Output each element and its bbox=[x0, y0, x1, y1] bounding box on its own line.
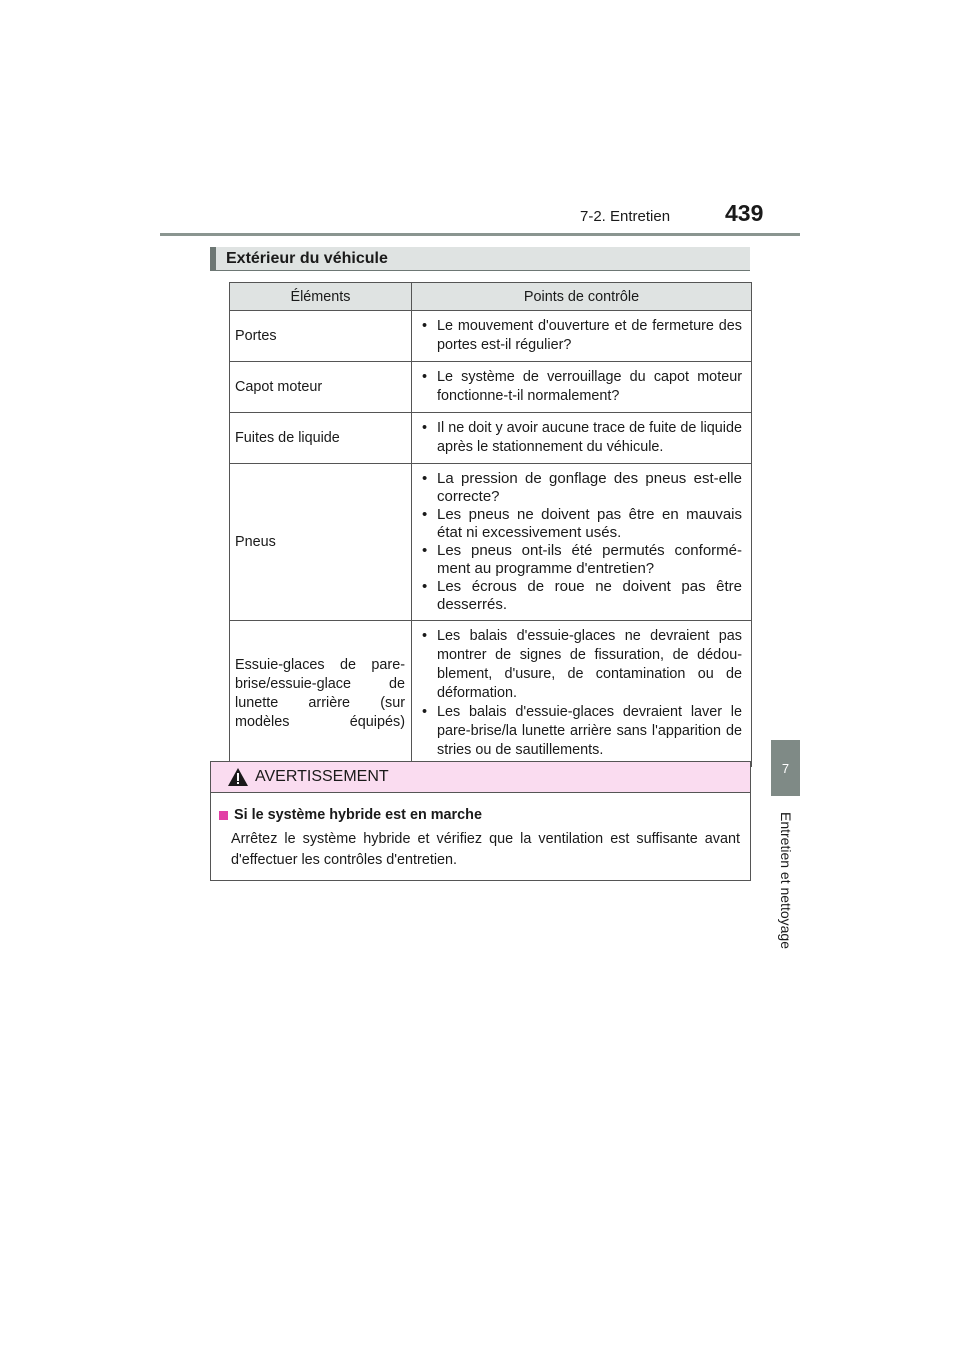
row-points bbox=[412, 464, 752, 621]
table-header-row bbox=[230, 283, 752, 311]
warning-subheading-text: Si le système hybride est en marche bbox=[234, 807, 482, 823]
warning-body bbox=[211, 793, 750, 871]
row-item: Pneus bbox=[230, 464, 412, 621]
page-number: 439 bbox=[725, 200, 764, 226]
chapter-title-text: Entretien et nettoyage bbox=[778, 811, 794, 949]
check-point: • Les balais d'essuie-glaces devraient laver le pare-brise/la lunette arrière sans l'apparition de stries ou de sautillements. bbox=[420, 703, 742, 760]
check-point: • Le système de verrouillage du capot moteur fonctionne-t-il normalement? bbox=[420, 368, 742, 406]
row-item: Essuie-glaces de pare-brise/essuie-glace de lunette arrière (sur modèles équipés) bbox=[230, 621, 412, 767]
warning-triangle-icon bbox=[227, 767, 249, 787]
warning-box bbox=[210, 761, 751, 881]
check-point: • Les balais d'essuie-glaces ne devraient pas montrer de signes de fissuration, de dédou-blement, d'usure, de contamination ou de déformation. bbox=[420, 627, 742, 703]
row-item: Capot moteur bbox=[230, 362, 412, 413]
check-point: • Les écrous de roue ne doivent pas être desserrés. bbox=[420, 578, 742, 614]
warning-text: Arrêtez le système hybride et vérifiez que la ventilation est suffisante avant d'effectuer les contrôles d'entretien. bbox=[231, 831, 740, 868]
row-points bbox=[412, 413, 752, 464]
row-points bbox=[412, 362, 752, 413]
check-point: • Le mouvement d'ouverture et de fermeture des portes est-il régulier? bbox=[420, 317, 742, 355]
table-row bbox=[230, 311, 752, 362]
square-bullet-icon bbox=[219, 811, 228, 820]
table-row bbox=[230, 362, 752, 413]
check-point: • Il ne doit y avoir aucune trace de fuite de liquide après le stationnement du véhicule. bbox=[420, 419, 742, 457]
section-heading: Extérieur du véhicule bbox=[210, 247, 750, 271]
row-points bbox=[412, 311, 752, 362]
point-list bbox=[420, 470, 742, 614]
table-row bbox=[230, 464, 752, 621]
inspection-table bbox=[229, 282, 752, 767]
check-point: • Les pneus ont-ils été permutés conformé-ment au programme d'entretien? bbox=[420, 542, 742, 578]
point-list bbox=[420, 317, 742, 355]
table-row bbox=[230, 413, 752, 464]
chapter-tab bbox=[771, 740, 800, 796]
row-item: Portes bbox=[230, 311, 412, 362]
point-list bbox=[420, 368, 742, 406]
row-item: Fuites de liquide bbox=[230, 413, 412, 464]
point-list bbox=[420, 419, 742, 457]
column-header-items: Éléments bbox=[230, 283, 412, 311]
check-point: • Les pneus ne doivent pas être en mauvais état ni excessivement usés. bbox=[420, 506, 742, 542]
warning-header bbox=[211, 762, 750, 793]
check-point: • La pression de gonflage des pneus est-elle correcte? bbox=[420, 470, 742, 506]
row-points bbox=[412, 621, 752, 767]
column-header-points: Points de contrôle bbox=[412, 283, 752, 311]
chapter-title bbox=[772, 800, 800, 960]
warning-title: AVERTISSEMENT bbox=[255, 768, 389, 785]
header-rule bbox=[160, 233, 800, 236]
point-list bbox=[420, 627, 742, 760]
warning-subheading bbox=[219, 805, 740, 826]
section-label: 7-2. Entretien bbox=[580, 208, 671, 225]
chapter-number: 7 bbox=[781, 760, 790, 776]
table-row bbox=[230, 621, 752, 767]
